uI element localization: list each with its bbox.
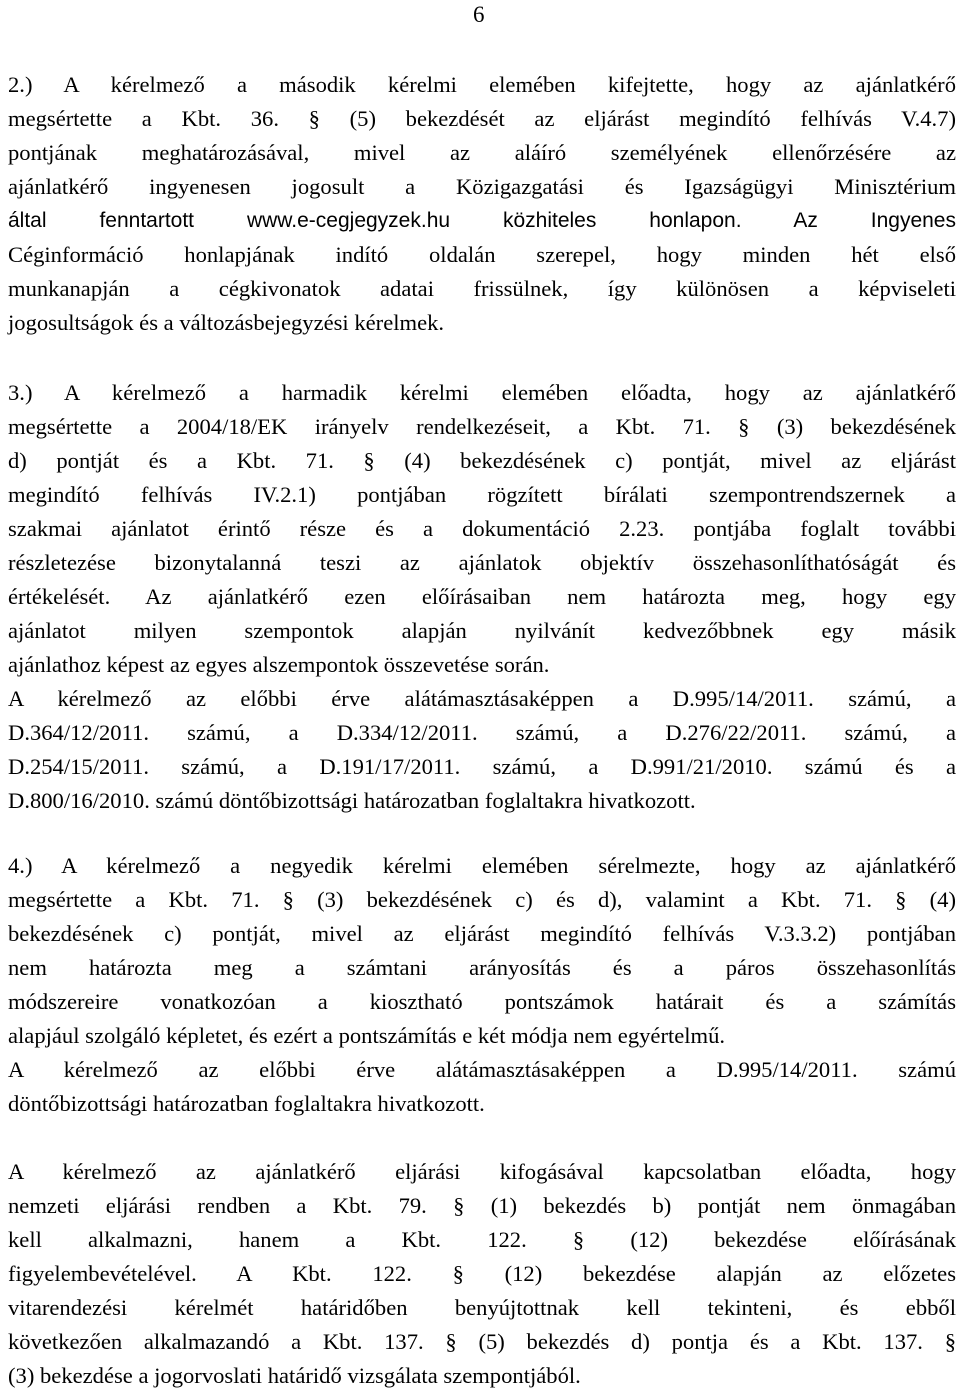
text-line: nem határozta meg a számtani arányosítás és a páros összehasonlítás [8,955,956,980]
text-line: részletezése bizonytalanná teszi az ajánlatok objektív összehasonlíthatóságát és [8,550,956,575]
text-line: nemzeti eljárási rendben a Kbt. 79. § (1) bekezdés b) pontját nem önmagában [8,1193,956,1218]
text-line: 2.) A kérelmező a második kérelmi elemében kifejtette, hogy az ajánlatkérő [8,72,956,97]
text-line: Céginformáció honlapjának indító oldalán szerepel, hogy minden hét első [8,242,956,267]
paragraph-4 [8,849,956,1121]
text-line: megsértette a Kbt. 36. § (5) bekezdését az eljárást megindító felhívás V.4.7) [8,106,956,131]
text-line: pontjának meghatározásával, mivel az aláíró személyének ellenőrzésére az [8,140,956,165]
text-line: ajánlatkérő ingyenesen jogosult a Közigazgatási és Igazságügyi Minisztérium [8,174,956,199]
text-line: következően alkalmazandó a Kbt. 137. § (5) bekezdés d) pontja és a Kbt. 137. § [8,1329,956,1354]
text-line: figyelembevételével. A Kbt. 122. § (12) bekezdése alapján az előzetes [8,1261,956,1286]
text-line: 4.) A kérelmező a negyedik kérelmi elemében sérelmezte, hogy az ajánlatkérő [8,853,956,878]
text-line: szakmai ajánlatot érintő része és a dokumentáció 2.23. pontjába foglalt további [8,516,956,541]
paragraph-5 [8,1155,956,1393]
text-line: módszereire vonatkozóan a kiosztható pontszámok határait és a számítás [8,989,956,1014]
text-line: megindító felhívás IV.2.1) pontjában rögzített bírálati szempontrendszernek a [8,482,956,507]
text-line: A kérelmező az ajánlatkérő eljárási kifogásával kapcsolatban előadta, hogy [8,1159,956,1184]
text-line: jogosultságok és a változásbejegyzési kérelmek. [8,310,445,335]
text-line: munkanapján a cégkivonatok adatai frissülnek, így különösen a képviseleti [8,276,956,301]
text-line: D.364/12/2011. számú, a D.334/12/2011. számú, a D.276/22/2011. számú, a [8,720,956,745]
text-line: A kérelmező az előbbi érve alátámasztásaképpen a D.995/14/2011. számú, a [8,686,956,711]
text-line: megsértette a 2004/18/EK irányelv rendelkezéseit, a Kbt. 71. § (3) bekezdésének [8,414,956,439]
text-line: kell alkalmazni, hanem a Kbt. 122. § (12) bekezdése előírásának [8,1227,956,1252]
text-line: D.254/15/2011. számú, a D.191/17/2011. számú, a D.991/21/2010. számú és a [8,754,956,779]
text-line: vitarendezési kérelmét határidőben benyújtottnak kell tekinteni, és ebből [8,1295,956,1320]
text-line: (3) bekezdése a jogorvoslati határidő vizsgálata szempontjából. [8,1363,581,1388]
text-line: D.800/16/2010. számú döntőbizottsági határozatban foglaltakra hivatkozott. [8,788,696,813]
text-line: 3.) A kérelmező a harmadik kérelmi elemében előadta, hogy az ajánlatkérő [8,380,956,405]
text-line: alapjául szolgáló képletet, és ezért a pontszámítás e két módja nem egyértelmű. [8,1023,726,1048]
paragraph-3 [8,376,956,818]
text-line: által fenntartott www.e-cegjegyzek.hu közhiteles honlapon. Az Ingyenes [8,209,956,232]
text-line: értékelését. Az ajánlatkérő ezen előírásaiban nem határozta meg, hogy egy [8,584,956,609]
text-line: döntőbizottsági határozatban foglaltakra hivatkozott. [8,1091,485,1116]
text-line: megsértette a Kbt. 71. § (3) bekezdésének c) és d), valamint a Kbt. 71. § (4) [8,887,956,912]
text-line: d) pontját és a Kbt. 71. § (4) bekezdésének c) pontját, mivel az eljárást [8,448,956,473]
text-line: A kérelmező az előbbi érve alátámasztásaképpen a D.995/14/2011. számú [8,1057,956,1082]
paragraph-2 [8,68,956,340]
text-line: bekezdésének c) pontját, mivel az eljárást megindító felhívás V.3.3.2) pontjában [8,921,956,946]
text-line: ajánlatot milyen szempontok alapján nyilvánít kedvezőbbnek egy másik [8,618,956,643]
page-number: 6 [473,2,485,27]
text-line: ajánlathoz képest az egyes alszempontok összevetése során. [8,652,550,677]
